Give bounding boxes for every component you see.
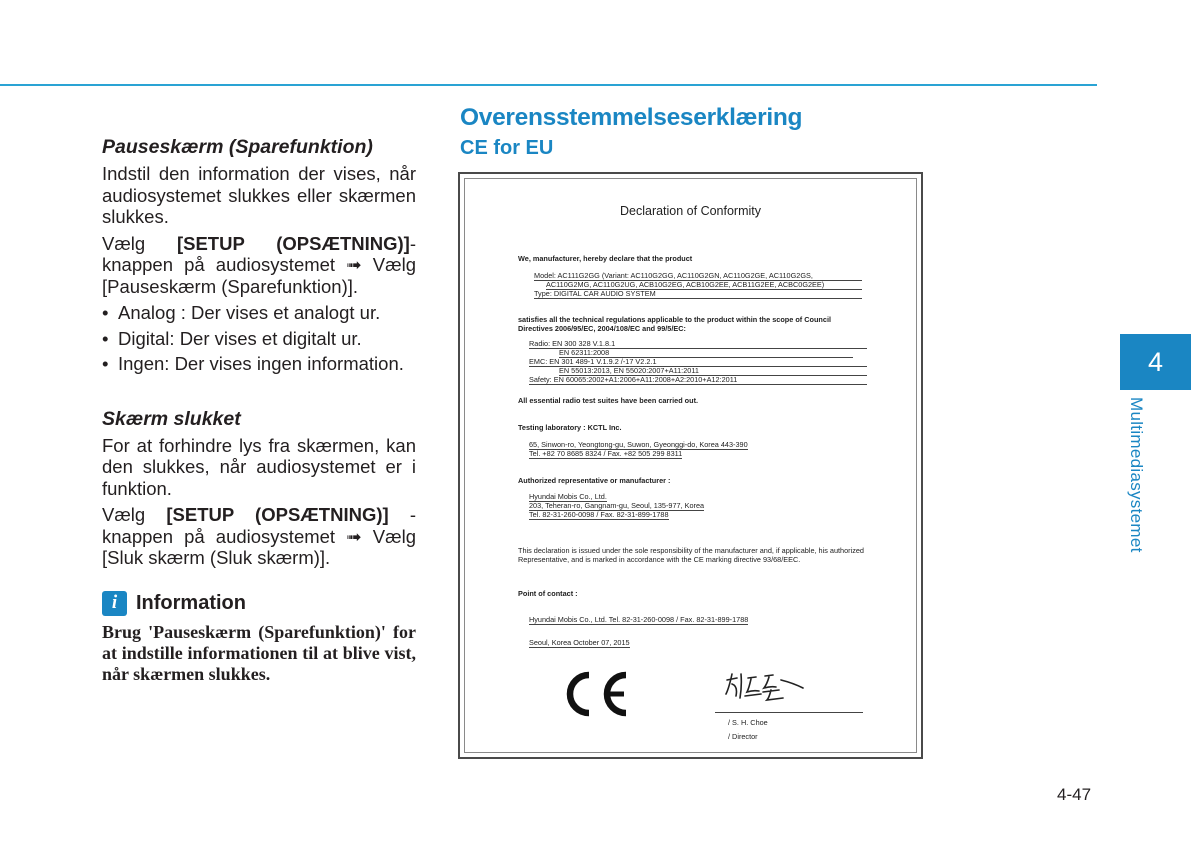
standard-radio-2: EN 62311:2008 — [559, 348, 853, 358]
standard-emc-2: EN 55013:2013, EN 55020:2007+A11:2011 — [559, 366, 867, 376]
setup-button-label: [SETUP (OPSÆTNING)] — [166, 504, 389, 525]
signature-line — [715, 712, 863, 713]
satisfies-line-2: Directives 2006/95/EC, 2004/108/EC and 99/5/EC: — [518, 324, 686, 333]
instruction-rest: -knappen på audiosystemet ➟ Vælg [Sluk skærm (Sluk skærm)]. — [102, 504, 417, 568]
responsibility-line-1: This declaration is issued under the sole responsibility of the manufacturer and, if applicable, his authorized — [518, 546, 864, 555]
standard-radio: Radio: EN 300 328 V.1.8.1 — [529, 339, 867, 349]
section-title-screen-off: Skærm slukket — [102, 407, 241, 430]
option-none: • Ingen: Der vises ingen information. — [102, 353, 404, 374]
instruction-prefix: Vælg — [102, 504, 167, 525]
option-analog: • Analog : Der vises et analogt ur. — [102, 302, 381, 323]
rep-address: 203, Teheran-ro, Gangnam-gu, Seoul, 135-977, Korea — [529, 501, 705, 510]
rep-name: Hyundai Mobis Co., Ltd. — [529, 492, 607, 501]
radio-tests-line: All essential radio test suites have been carried out. — [518, 396, 699, 405]
rep-tel: Tel. 82-31-260-0098 / Fax. 82-31-899-1788 — [529, 510, 669, 519]
model-line-2: AC110G2MG, AC110G2UG, ACB10G2EG, ACB10G2EE, ACB11G2EE, ACBC0G2EE) — [546, 280, 862, 290]
instruction-rest: -knappen på audiosystemet ➟ Vælg [Pauseskærm (Sparefunktion)]. — [102, 232, 416, 297]
satisfies-line-1: satisfies all the technical regulations applicable to the product within the scope of Council — [518, 315, 832, 324]
header-rule — [0, 84, 1097, 86]
rep-title: Authorized representative or manufacturer : — [518, 476, 671, 485]
information-body: Brug 'Pauseskærm (Sparefunktion)' for at indstille informationen til at blive vist, når skærmen slukkes. — [102, 621, 416, 684]
declaration-content — [460, 174, 921, 757]
chapter-tab: 4 — [1120, 334, 1191, 390]
type-line: Type: DIGITAL CAR AUDIO SYSTEM — [534, 289, 862, 299]
screensaver-description: Indstil den information der vises, når audiosystemet slukkes eller skærmen slukkes. — [102, 163, 416, 227]
contact-line: Hyundai Mobis Co., Ltd. Tel. 82-31-260-0098 / Fax. 82-31-899-1788 — [529, 615, 749, 624]
declaration-title: Declaration of Conformity — [619, 204, 762, 218]
standard-emc: EMC: EN 301 489-1 V.1.9.2 /-17 V2.2.1 — [529, 357, 867, 367]
setup-button-label: [SETUP (OPSÆTNING)] — [176, 232, 410, 254]
declaration-document — [458, 172, 923, 759]
contact-title: Point of contact : — [518, 589, 578, 598]
signer-role: / Director — [728, 732, 758, 741]
lab-address: 65, Sinwon-ro, Yeongtong-gu, Suwon, Gyeonggi-do, Korea 443-390 — [529, 440, 748, 449]
declaration-intro: We, manufacturer, hereby declare that the product — [518, 254, 693, 263]
screensaver-instruction — [102, 233, 416, 298]
section-title-screensaver: Pauseskærm (Sparefunktion) — [102, 136, 373, 158]
screensaver-options — [102, 302, 416, 375]
lab-title: Testing laboratory : KCTL Inc. — [518, 423, 622, 432]
chapter-name: Multimediasystemet — [1127, 397, 1146, 553]
screen-off-description: For at forhindre lys fra skærmen, kan den slukkes, når audiosystemet er i funktion. — [102, 434, 416, 499]
standard-safety: Safety: EN 60065:2002+A1:2006+A11:2008+A2:2010+A12:2011 — [529, 375, 867, 385]
responsibility-line-2: Representative, and is marked in accordance with the CE marking directive 93/68/EEC. — [518, 555, 801, 564]
page-heading: Overensstemmelseserklæring — [460, 104, 803, 131]
model-line-1: Model: AC111G2GG (Variant: AC110G2GG, AC110G2GN, AC110G2GE, AC110G2GS, — [534, 271, 862, 281]
info-icon: i — [102, 591, 127, 616]
signature-icon — [723, 668, 808, 704]
instruction-prefix: Vælg — [102, 232, 177, 254]
lab-tel: Tel. +82 70 8685 8324 / Fax. +82 505 299 8311 — [529, 449, 683, 458]
screen-off-instruction — [102, 504, 416, 569]
information-label: Information — [136, 591, 246, 614]
option-digital: • Digital: Der vises et digitalt ur. — [102, 327, 362, 349]
information-header — [102, 591, 416, 616]
page-number: 4-47 — [1057, 785, 1092, 804]
signer-name: / S. H. Choe — [728, 718, 768, 727]
left-column — [102, 135, 416, 685]
page-subheading: CE for EU — [460, 137, 554, 159]
place-date: Seoul, Korea October 07, 2015 — [529, 638, 630, 647]
ce-mark-icon — [558, 669, 630, 719]
